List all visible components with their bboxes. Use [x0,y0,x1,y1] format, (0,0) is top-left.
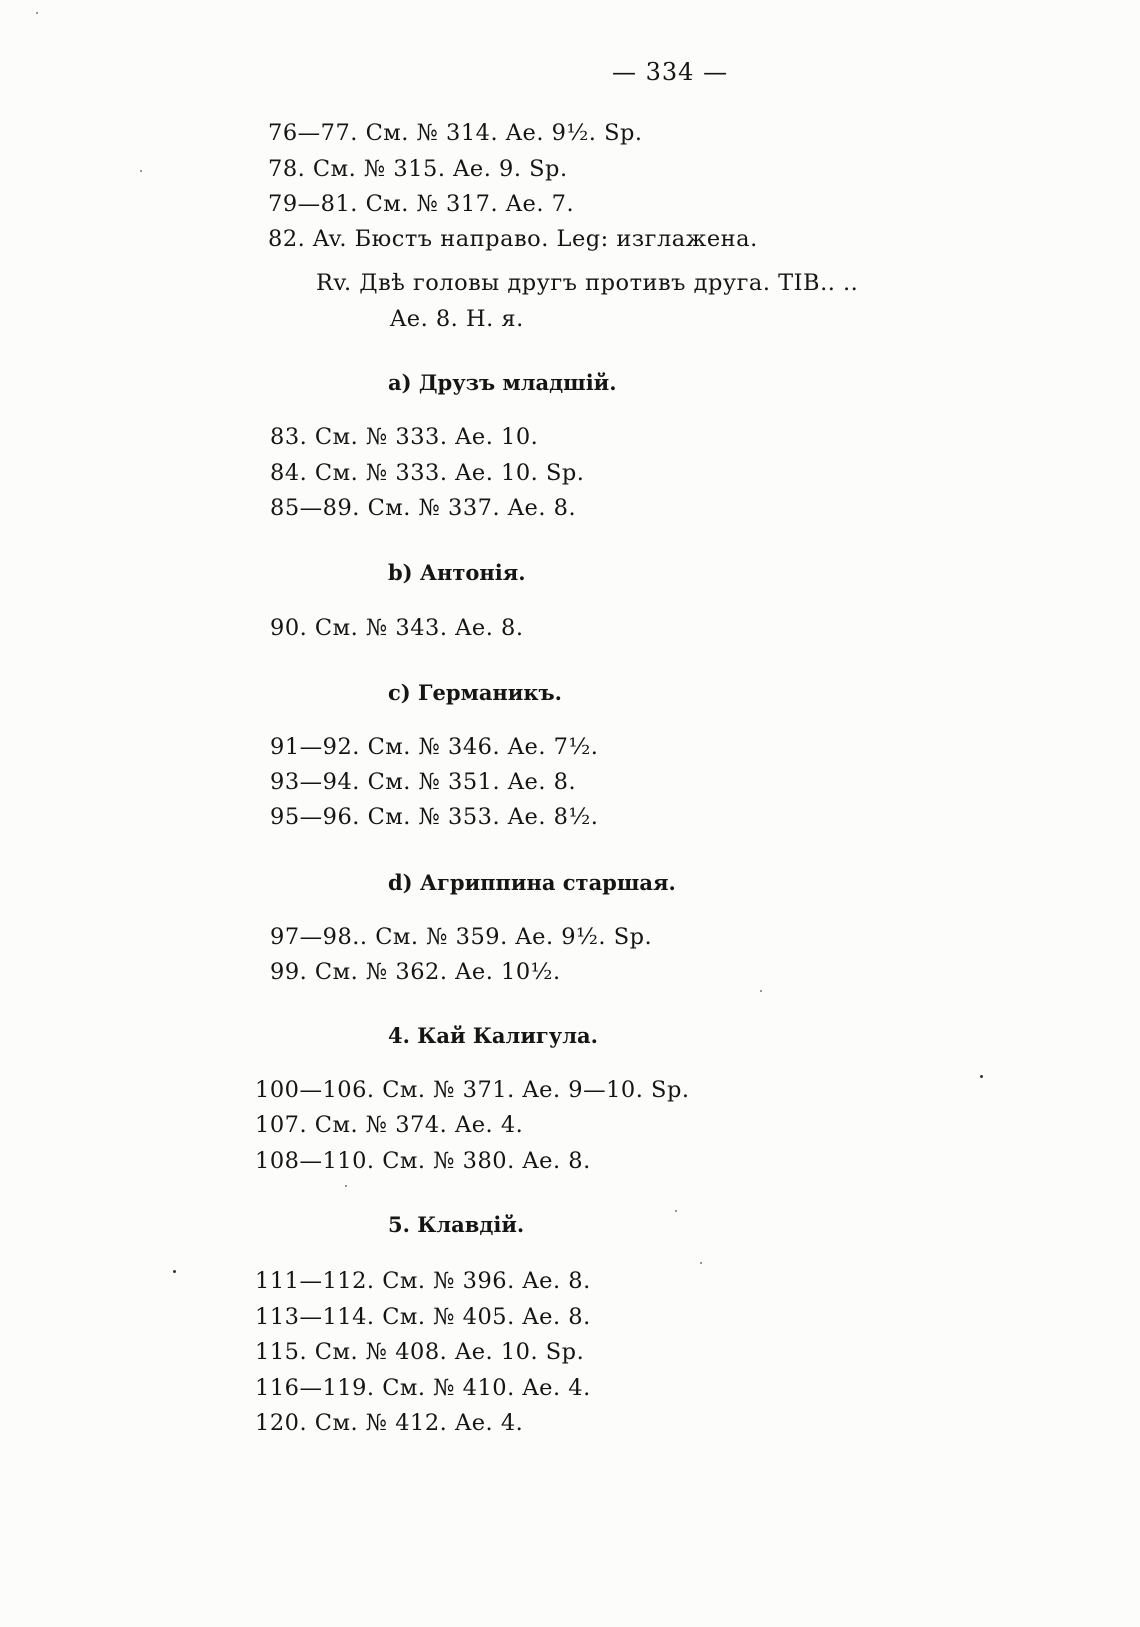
entry-line: 83. См. № 333. Ae. 10. [270,424,539,450]
section-heading: d) Агриппина старшая. [388,870,676,895]
section-heading: c) Германикъ. [388,680,562,705]
entry-line: 90. См. № 343. Ae. 8. [270,615,524,641]
entry-line: 84. См. № 333. Ae. 10. Sp. [270,460,585,486]
entry-line: 115. См. № 408. Ae. 10. Sp. [255,1339,585,1365]
page-number: — 334 — [612,58,729,86]
entry-line: 82. Av. Бюстъ направо. Leg: изглажена. [268,226,758,252]
entry-line: Ae. 8. H. я. [390,306,524,332]
scan-speck [140,170,142,172]
entry-line: 111—112. См. № 396. Ae. 8. [255,1268,591,1294]
entry-line: 79—81. См. № 317. Ae. 7. [268,191,575,217]
entry-line: 116—119. См. № 410. Ae. 4. [255,1375,591,1401]
entry-line: 76—77. См. № 314. Ae. 9½. Sp. [268,120,643,146]
entry-line: 99. См. № 362. Ae. 10½. [270,959,561,985]
entry-line: 91—92. См. № 346. Ae. 7½. [270,734,599,760]
entry-line: 78. См. № 315. Ae. 9. Sp. [268,156,568,182]
scan-speck [36,12,38,14]
scan-speck [345,1185,347,1187]
entry-line: 100—106. См. № 371. Ae. 9—10. Sp. [255,1077,690,1103]
entry-line: Rv. Двѣ головы другъ противъ друга. TIB.. .. [316,270,859,296]
scan-speck [700,1262,702,1264]
entry-line: 108—110. См. № 380. Ae. 8. [255,1148,591,1174]
scan-speck [980,1075,983,1078]
entry-line: 93—94. См. № 351. Ae. 8. [270,769,577,795]
section-heading: a) Друзъ младшій. [388,370,617,395]
entry-line: 85—89. См. № 337. Ae. 8. [270,495,577,521]
entry-line: 107. См. № 374. Ae. 4. [255,1112,524,1138]
scan-speck [675,1210,677,1212]
section-heading: 4. Кай Калигула. [388,1023,598,1048]
scan-speck [173,1270,176,1273]
section-heading: b) Антонія. [388,560,526,585]
entry-line: 97—98.. См. № 359. Ae. 9½. Sp. [270,924,653,950]
entry-line: 120. См. № 412. Ae. 4. [255,1410,524,1436]
entry-line: 113—114. См. № 405. Ae. 8. [255,1304,591,1330]
section-heading: 5. Клавдій. [388,1212,525,1237]
entry-line: 95—96. См. № 353. Ae. 8½. [270,804,599,830]
scan-speck [760,990,762,992]
